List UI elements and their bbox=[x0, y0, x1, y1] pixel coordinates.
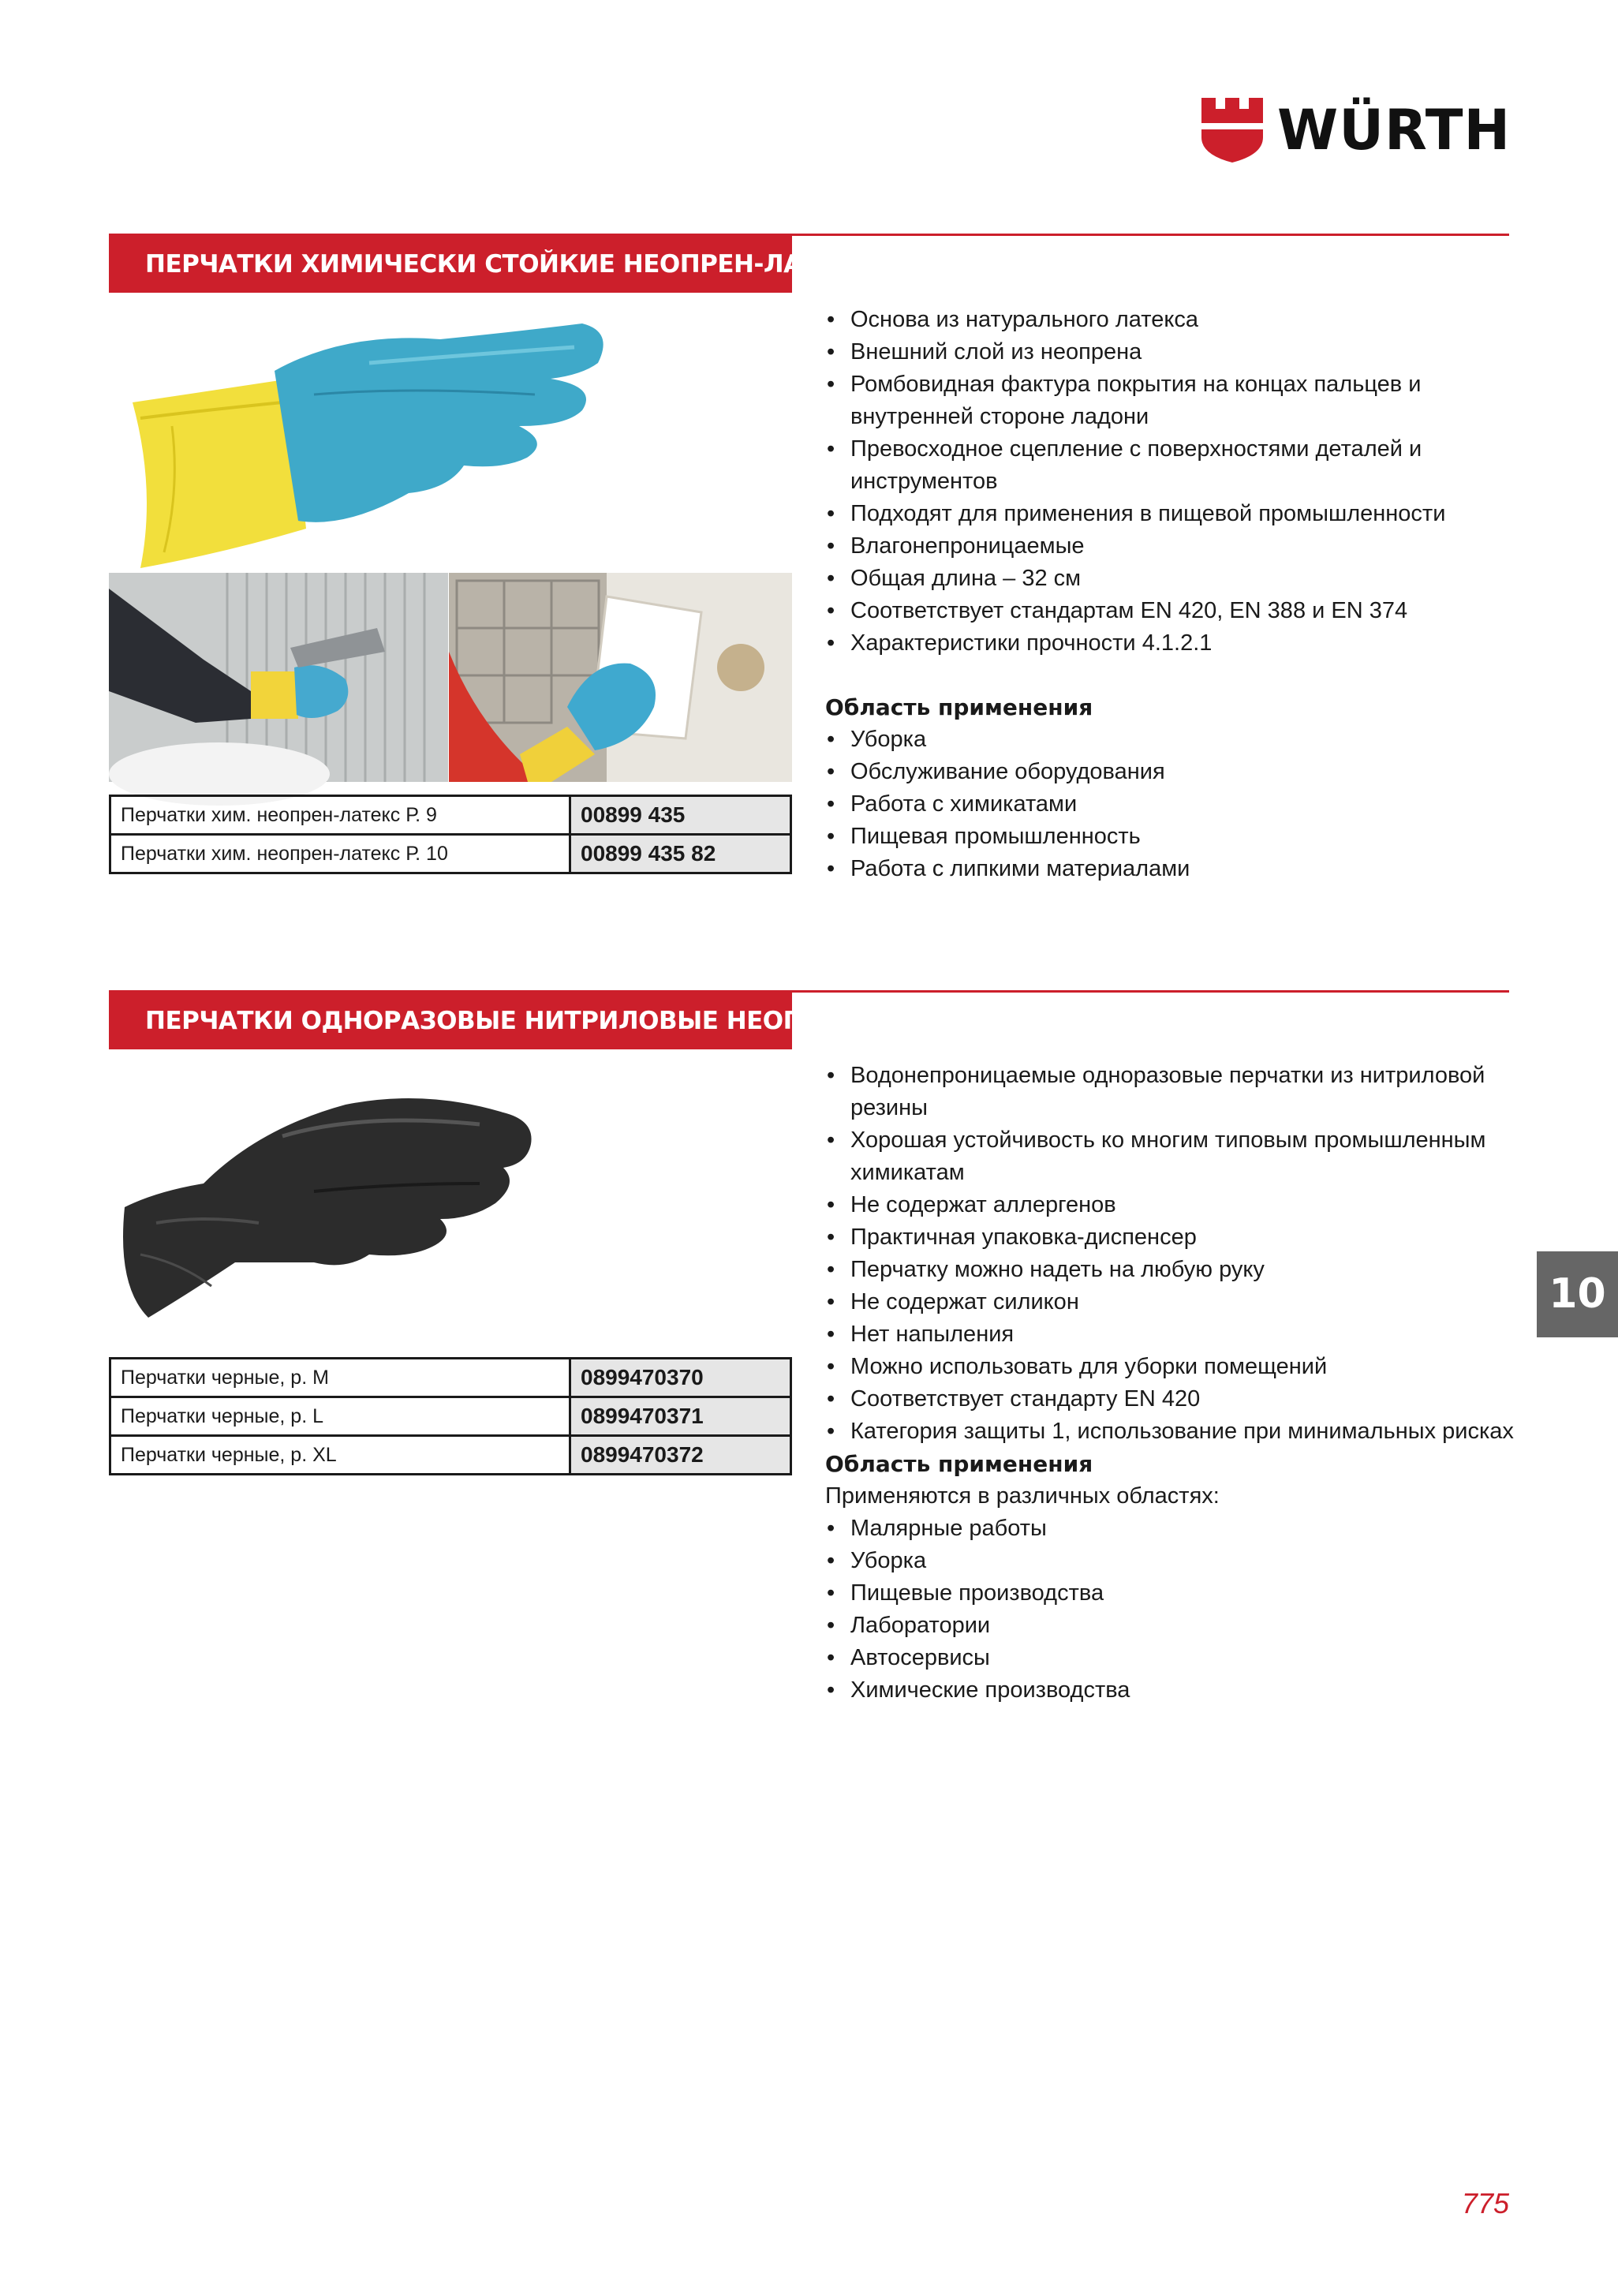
hand-wiping-tiles-icon bbox=[449, 573, 792, 782]
list-item: • Автосервисы bbox=[825, 1642, 1519, 1674]
page-number: 775 bbox=[1461, 2187, 1509, 2219]
list-item: • Работа с липкими материалами bbox=[825, 853, 1519, 885]
chapter-tab: 10 bbox=[1537, 1251, 1618, 1337]
list-item: • Категория защиты 1, использование при минимальных рисках bbox=[825, 1415, 1519, 1448]
article-name: Перчатки хим. неопрен-латекс Р. 9 bbox=[110, 796, 570, 835]
list-item: • Общая длина – 32 см bbox=[825, 563, 1519, 595]
article-table bbox=[109, 1357, 792, 1475]
section-title: ПЕРЧАТКИ ОДНОРАЗОВЫЕ НИТРИЛОВЫЕ НЕОПУДРЕННЫЕ bbox=[109, 993, 792, 1049]
glove-black-icon bbox=[109, 1065, 551, 1333]
table-row bbox=[110, 835, 791, 873]
list-item: • Пищевая промышленность bbox=[825, 821, 1519, 853]
product-photo-latex-glove bbox=[109, 300, 630, 568]
article-name: Перчатки черные, р. M bbox=[110, 1359, 570, 1397]
list-item: • Соответствует стандарту EN 420 bbox=[825, 1383, 1519, 1415]
list-item: • Обслуживание оборудования bbox=[825, 756, 1519, 788]
list-item: • Водонепроницаемые одноразовые перчатки из нитриловой резины bbox=[825, 1060, 1519, 1124]
application-lead: Применяются в различных областях: bbox=[825, 1483, 1220, 1509]
list-item: • Работа с химикатами bbox=[825, 788, 1519, 821]
application-photo-tiles bbox=[449, 573, 792, 782]
application-list bbox=[825, 1513, 1519, 1707]
article-code: 00899 435 82 bbox=[570, 835, 791, 873]
section-title: ПЕРЧАТКИ ХИМИЧЕСКИ СТОЙКИЕ НЕОПРЕН-ЛАТЕКС bbox=[109, 236, 792, 293]
feature-list bbox=[825, 1060, 1519, 1448]
table-row bbox=[110, 1397, 791, 1436]
wurth-logo bbox=[1201, 98, 1511, 163]
list-item: • Превосходное сцепление с поверхностями деталей и инструментов bbox=[825, 433, 1519, 498]
article-name: Перчатки черные, р. L bbox=[110, 1397, 570, 1436]
glove-blue-yellow-icon bbox=[109, 300, 630, 568]
list-item: • Характеристики прочности 4.1.2.1 bbox=[825, 627, 1519, 660]
table-row bbox=[110, 1359, 791, 1397]
list-item: • Нет напыления bbox=[825, 1318, 1519, 1351]
list-item: • Лаборатории bbox=[825, 1610, 1519, 1642]
list-item: • Пищевые производства bbox=[825, 1577, 1519, 1610]
section-1-text bbox=[825, 304, 1519, 885]
application-photo-wall bbox=[109, 573, 448, 782]
application-heading: Область применения bbox=[825, 1451, 1093, 1477]
list-item: • Не содержат аллергенов bbox=[825, 1189, 1519, 1221]
product-photo-nitrile-glove bbox=[109, 1065, 551, 1333]
list-item: • Внешний слой из неопрена bbox=[825, 336, 1519, 368]
list-item: • Основа из натурального латекса bbox=[825, 304, 1519, 336]
article-code: 0899470371 bbox=[570, 1397, 791, 1436]
table-row bbox=[110, 1436, 791, 1475]
list-item: • Хорошая устойчивость ко многим типовым промышленным химикатам bbox=[825, 1124, 1519, 1189]
article-name: Перчатки хим. неопрен-латекс Р. 10 bbox=[110, 835, 570, 873]
article-table bbox=[109, 795, 792, 874]
article-name: Перчатки черные, р. XL bbox=[110, 1436, 570, 1475]
section-2-text bbox=[825, 1060, 1519, 1707]
application-heading: Область применения bbox=[825, 694, 1093, 720]
list-item: • Химические производства bbox=[825, 1674, 1519, 1707]
list-item: • Уборка bbox=[825, 1545, 1519, 1577]
application-list bbox=[825, 724, 1519, 885]
article-code: 0899470372 bbox=[570, 1436, 791, 1475]
list-item: • Соответствует стандартам EN 420, EN 388 и EN 374 bbox=[825, 595, 1519, 627]
hand-plastering-wall-icon bbox=[109, 573, 448, 782]
feature-list bbox=[825, 304, 1519, 660]
list-item: • Можно использовать для уборки помещений bbox=[825, 1351, 1519, 1383]
list-item: • Практичная упаковка-диспенсер bbox=[825, 1221, 1519, 1254]
list-item: • Уборка bbox=[825, 724, 1519, 756]
brand-name: WÜRTH bbox=[1277, 98, 1512, 163]
list-item: • Малярные работы bbox=[825, 1513, 1519, 1545]
table-row bbox=[110, 796, 791, 835]
list-item: • Влагонепроницаемые bbox=[825, 530, 1519, 563]
list-item: • Подходят для применения в пищевой промышленности bbox=[825, 498, 1519, 530]
article-code: 0899470370 bbox=[570, 1359, 791, 1397]
wurth-emblem-icon bbox=[1201, 98, 1263, 163]
article-code: 00899 435 bbox=[570, 796, 791, 835]
list-item: • Ромбовидная фактура покрытия на концах пальцев и внутренней стороне ладони bbox=[825, 368, 1519, 433]
list-item: • Не содержат силикон bbox=[825, 1286, 1519, 1318]
list-item: • Перчатку можно надеть на любую руку bbox=[825, 1254, 1519, 1286]
